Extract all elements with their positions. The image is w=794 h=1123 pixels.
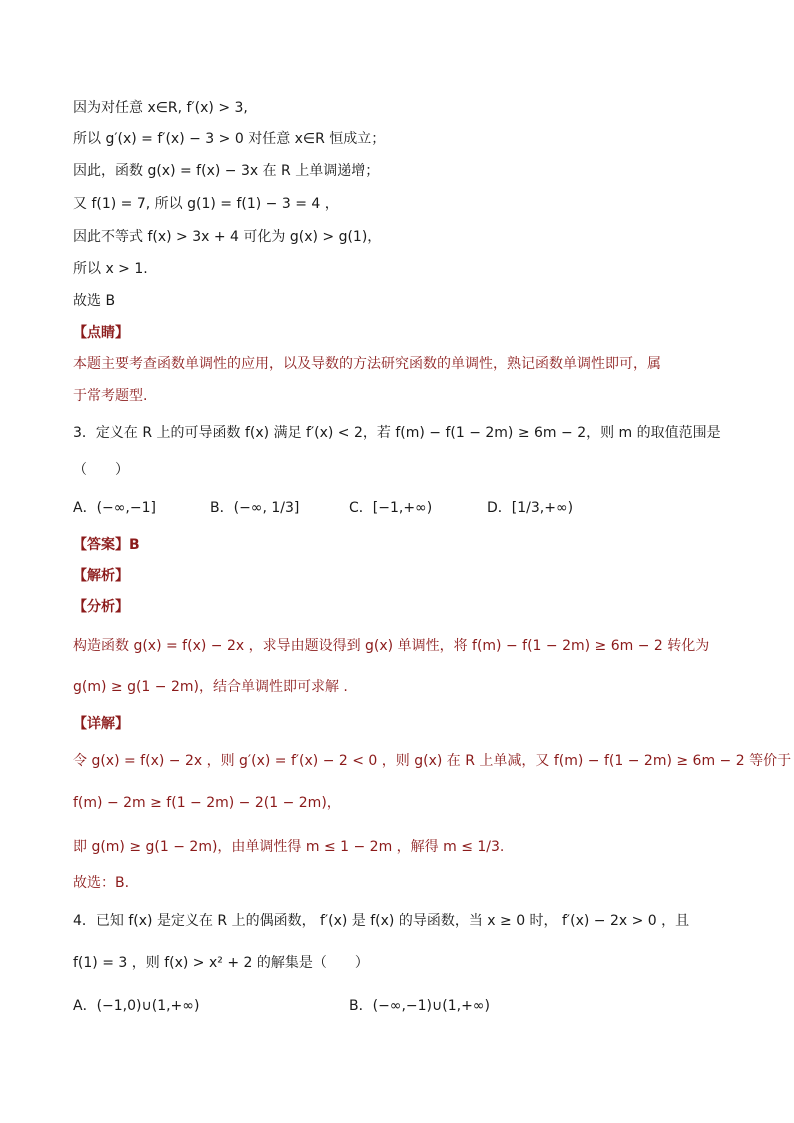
q3-option-b: B．(−∞, 1/3] [210,500,300,516]
q3-stem-line-1: 3．定义在 R 上的可导函数 f(x) 满足 f′(x) < 2，若 f(m) − f(1 − 2m) ≥ 6m − 2，则 m 的取值范围是 [73,425,721,441]
q3-detail-line-2: f(m) − 2m ≥ f(1 − 2m) − 2(1 − 2m)， [73,795,341,811]
q3-analysis-line-1: 构造函数 g(x) = f(x) − 2x ，求导由题设得到 g(x) 单调性，将 f(m) − f(1 − 2m) ≥ 6m − 2 转化为 [73,638,710,654]
prev-solution-line-1: 因为对任意 x∈R, f′(x) > 3, [73,100,248,116]
prev-solution-line-6: 所以 x > 1. [73,261,148,277]
q3-jiexi-heading: 【解析】 [73,568,129,584]
q3-answer: 【答案】B [73,537,140,553]
prev-solution-line-5: 因此不等式 f(x) > 3x + 4 可化为 g(x) > g(1)， [73,229,382,245]
q3-analysis-line-2: g(m) ≥ g(1 − 2m)，结合单调性即可求解 . [73,679,348,695]
q3-fenxi-heading: 【分析】 [73,599,129,615]
q3-stem-line-2: （ ） [73,462,129,478]
q3-xiangjie-heading: 【详解】 [73,716,129,732]
prev-solution-line-4: 又 f(1) = 7, 所以 g(1) = f(1) − 3 = 4 ， [73,196,339,212]
q4-option-b: B．(−∞,−1)∪(1,+∞) [349,998,490,1014]
prev-solution-line-3: 因此，函数 g(x) = f(x) − 3x 在 R 上单调递增； [73,163,380,179]
q3-detail-line-3: 即 g(m) ≥ g(1 − 2m)，由单调性得 m ≤ 1 − 2m ，解得 m ≤ 1/3. [73,839,505,855]
comment-line-1: 本题主要考查函数单调性的应用，以及导数的方法研究函数的单调性，熟记函数单调性即可，属 [73,356,661,372]
q3-option-a: A．(−∞,−1] [73,500,156,516]
comment-line-2: 于常考题型. [73,388,148,404]
q4-option-a: A．(−1,0)∪(1,+∞) [73,998,200,1014]
comment-heading: 【点睛】 [73,325,129,341]
prev-solution-line-2: 所以 g′(x) = f′(x) − 3 > 0 对任意 x∈R 恒成立； [73,131,386,147]
q3-detail-line-1: 令 g(x) = f(x) − 2x ，则 g′(x) = f′(x) − 2 < 0 ，则 g(x) 在 R 上单减，又 f(m) − f(1 − 2m) ≥ 6m − 2 等价于 [73,753,792,769]
q4-stem-line-2: f(1) = 3 ，则 f(x) > x² + 2 的解集是（ ） [73,955,369,971]
prev-solution-line-7: 故选 B [73,293,116,309]
q3-option-c: C．[−1,+∞) [349,500,433,516]
q3-conclusion: 故选：B. [73,875,130,891]
q3-option-d: D．[1/3,+∞) [487,500,574,516]
q4-stem-line-1: 4．已知 f(x) 是定义在 R 上的偶函数， f′(x) 是 f(x) 的导函数，当 x ≥ 0 时， f′(x) − 2x > 0 ，且 [73,913,690,929]
